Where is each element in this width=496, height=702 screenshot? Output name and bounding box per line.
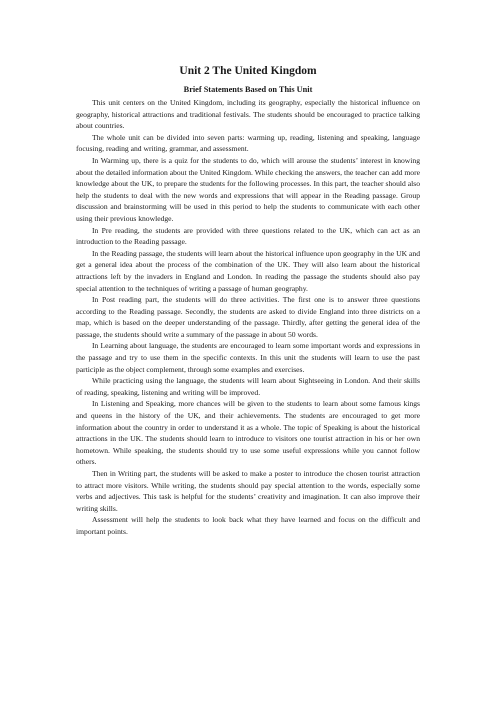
paragraph-listening-speaking: In Listening and Speaking, more chances will be given to the students to learn about some famous kings and queens in the history of the UK, and their achievements. The students are encouraged to get more information about the country in order to understand it as a whole. The topic of Speaking is about the historical attractions in the UK. The students should learn to introduce to visitors one tourist attraction in his or her own hometown. While speaking, the students should try to use some useful expressions while you cannot follow others. — [76, 399, 420, 467]
paragraph-assessment: Assessment will help the students to look back what they have learned and focus on the difficult and important points. — [76, 515, 420, 536]
paragraph-intro: This unit centers on the United Kingdom, including its geography, especially the historical influence on geography, historical attractions and traditional festivals. The students should be encouraged to practice talking about countries. — [76, 98, 420, 131]
paragraph-learning-language: In Learning about language, the students are encouraged to learn some important words and expressions in the passage and try to use them in the specific contexts. In this unit the students will learn to use the past participle as the object complement, through some examples and exercises. — [76, 341, 420, 374]
paragraph-warming-up: In Warming up, there is a quiz for the students to do, which will arouse the students’ interest in knowing about the detailed information about the United Kingdom. While checking the answers, the teacher can add more knowledge about the UK, to prepare the students for the following processes. In this part, the teacher should also help the students to deal with the new words and expressions that will appear in the Reading passage. Group discussion and brainstorming will be used in this period to help the students to communicate with each other using their previous knowledge. — [76, 155, 420, 223]
paragraph-using-language: While practicing using the language, the students will learn about Sightseeing in London. And their skills of reading, speaking, listening and writing will be improved. — [76, 376, 420, 397]
paragraph-writing: Then in Writing part, the students will be asked to make a poster to introduce the chosen tourist attraction to attract more visitors. While writing, the students should pay special attention to the words, especially some verbs and adjectives. This task is helpful for the students’ creativity and imagination. It can also improve their writing skills. — [76, 469, 420, 513]
paragraph-pre-reading: In Pre reading, the students are provided with three questions related to the UK, which can act as an introduction to the Reading passage. — [76, 225, 420, 247]
section-subtitle: Brief Statements Based on This Unit — [183, 85, 313, 94]
unit-title: Unit 2 The United Kingdom — [179, 65, 317, 77]
paragraph-unit-parts: The whole unit can be divided into seven parts: warming up, reading, listening and speaking, language focusing, reading and writing, grammar, and assessment. — [76, 132, 420, 154]
paragraph-reading: In the Reading passage, the students will learn about the historical influence upon geography in the UK and get a general idea about the process of the combination of the UK. They will also learn about the historical attractions left by the invaders in England and London. In reading the passage the students should also pay special attention to the techniques of writing a passage of human geography. — [76, 248, 420, 293]
paragraph-post-reading: In Post reading part, the students will do three activities. The first one is to answer three questions according to the Reading passage. Secondly, the students are asked to divide England into three districts on a map, which is based on the deeper understanding of the passage. Thirdly, after getting the general idea of the passage, the students should write a summary of the passage in about 50 words. — [76, 295, 420, 339]
